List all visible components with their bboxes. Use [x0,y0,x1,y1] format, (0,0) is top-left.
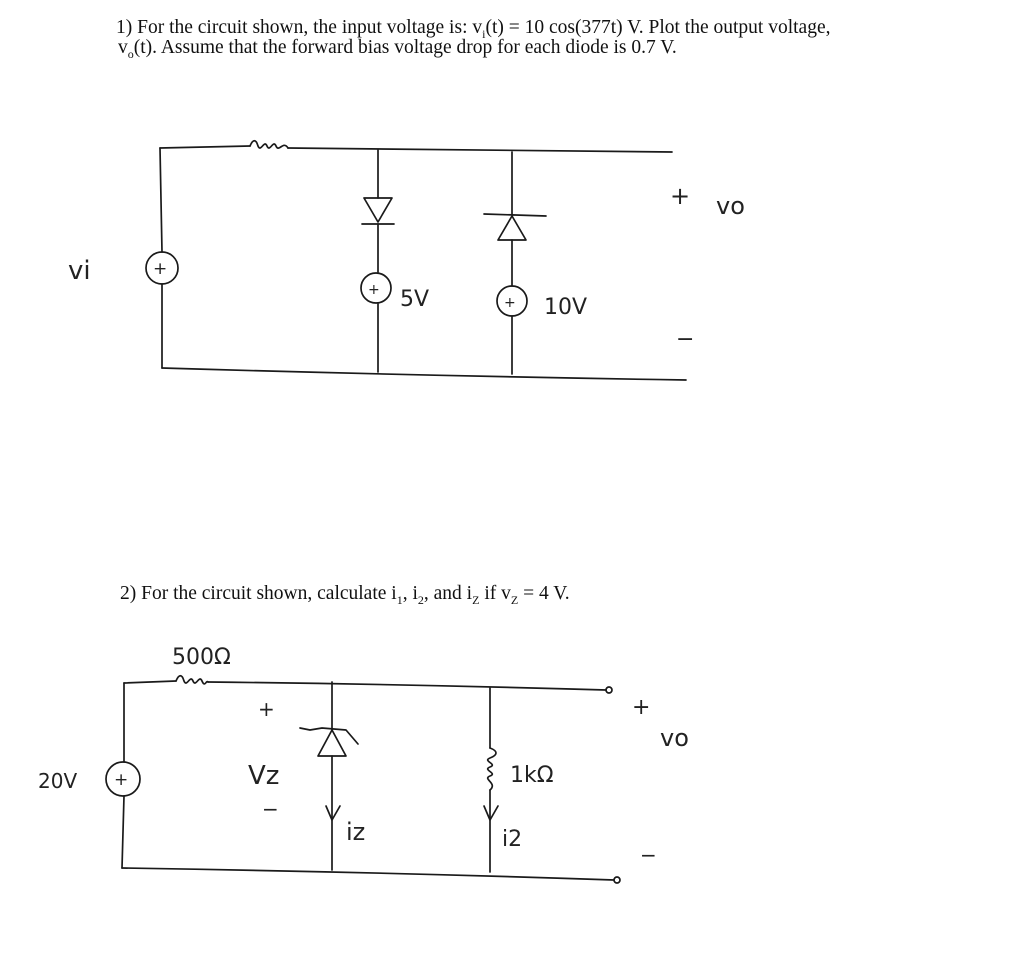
c2-iz-label: iz [346,818,366,846]
c1-vi-label: vi [68,256,91,286]
c1-diode1 [362,198,394,224]
c2-vo-label: vo [660,724,689,752]
p1-text-d: (t). Assume that the forward bias voltage drop for each diode is 0.7 V. [133,37,677,58]
c1-resistor [250,141,288,148]
p2-sub-z: Z [472,592,480,607]
c2-500-label: 500Ω [172,645,231,670]
c2-zener-diode [300,728,358,756]
c2-bottom-terminal [614,877,620,883]
c2-i2-label: i2 [502,827,523,852]
c2-source-sign: + [114,770,129,790]
c2-vz-minus: − [262,797,279,821]
c2-i2-arrow [484,806,498,820]
c2-out-plus: + [632,695,651,720]
c1-vo-label: vo [716,192,745,220]
c1-diode2 [484,214,546,240]
p2-text-d: if v [479,583,511,604]
c2-out-minus: − [640,843,657,867]
c1-out-plus: + [670,182,691,210]
p2-sub-vz: Z [510,592,519,607]
c2-top-terminal [606,687,612,693]
p2-text-b: , i [402,583,418,604]
c2-iz-arrow [326,806,340,820]
p2-sub-2: 2 [417,592,424,607]
c1-out-minus: − [676,327,695,352]
p2-text-c: , and i [423,583,473,604]
c2-vz-plus: + [258,697,275,721]
c2-resistor-500 [176,676,208,684]
c2-resistor-1k [488,748,496,790]
c1-top-wire [160,146,672,152]
p1-sub-o: o [127,46,134,61]
c2-20v-label: 20V [38,769,78,793]
c1-bottom-wire [162,368,686,380]
c1-5v-label: 5V [400,287,430,312]
p1-text-a: 1) For the circuit shown, the input voltage is: v [116,17,483,38]
p1-text-b: (t) = 10 cos(377t) V. Plot the output voltage, [485,17,831,38]
circuit1 [146,141,686,380]
c1-10v-label: 10V [544,295,588,320]
c1-5v-source-sign: + [368,282,380,298]
c1-10v-source-sign: + [504,295,516,311]
c2-vz-label: Vz [248,761,280,791]
c2-1k-label: 1kΩ [510,763,554,788]
c2-bottom-wire [122,868,614,880]
p2-sub-1: 1 [396,592,403,607]
c1-left-wire [160,148,162,368]
p2-text-e: = 4 V. [518,583,570,604]
p1-sub-i: i [482,26,486,41]
c1-source-sign: + [153,259,168,279]
p2-text-a: 2) For the circuit shown, calculate i [120,583,397,604]
p1-text-c: v [118,37,128,58]
